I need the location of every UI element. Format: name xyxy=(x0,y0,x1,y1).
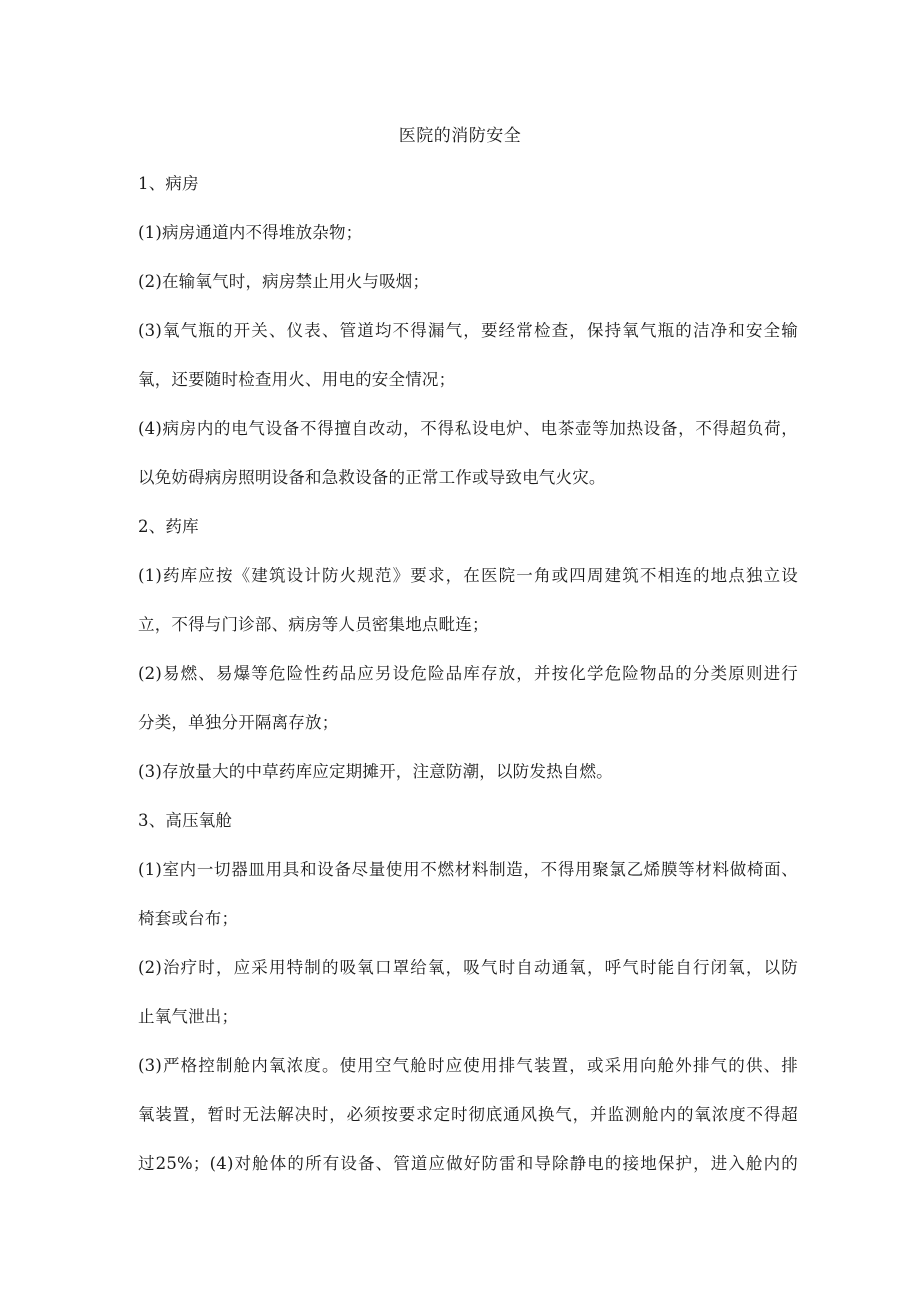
paragraph-line: (2)易燃、易爆等危险性药品应另设危险品库存放，并按化学危险物品的分类原则进行 xyxy=(138,664,798,683)
paragraph-line: (3)氧气瓶的开关、仪表、管道均不得漏气，要经常检查，保持氧气瓶的洁净和安全输 xyxy=(138,321,798,340)
paragraph-line: (3)存放量大的中草药库应定期摊开，注意防潮，以防发热自燃。 xyxy=(138,762,613,781)
paragraph-line: 氧装置，暂时无法解决时，必须按要求定时彻底通风换气，并监测舱内的氧浓度不得超 xyxy=(138,1105,798,1124)
paragraph-line: (2)在输氧气时，病房禁止用火与吸烟； xyxy=(138,272,430,291)
paragraph-line: (4)病房内的电气设备不得擅自改动，不得私设电炉、电茶壶等加热设备，不得超负荷， xyxy=(138,419,798,438)
section-heading-pharmacy: 2、药库 xyxy=(138,517,199,536)
paragraph-line: 氧，还要随时检查用火、用电的安全情况； xyxy=(138,370,456,389)
paragraph-line: 椅套或台布； xyxy=(138,909,239,928)
paragraph-line: 过25%；(4)对舱体的所有设备、管道应做好防雷和导除静电的接地保护，进入舱内的 xyxy=(138,1154,798,1173)
document-body xyxy=(138,170,798,1199)
document-title: 医院的消防安全 xyxy=(398,126,522,146)
paragraph-line: 以免妨碍病房照明设备和急救设备的正常工作或导致电气火灾。 xyxy=(138,468,606,487)
paragraph-line: (1)病房通道内不得堆放杂物； xyxy=(138,223,363,242)
paragraph-line: 立，不得与门诊部、病房等人员密集地点毗连； xyxy=(138,615,489,634)
paragraph-line: 止氧气泄出； xyxy=(138,1007,239,1026)
paragraph-line: (3)严格控制舱内氧浓度。使用空气舱时应使用排气装置，或采用向舱外排气的供、排 xyxy=(138,1056,798,1075)
paragraph-line: (2)治疗时，应采用特制的吸氧口罩给氧，吸气时自动通氧，呼气时能自行闭氧，以防 xyxy=(138,958,798,977)
section-heading-ward: 1、病房 xyxy=(138,174,199,193)
paragraph-line: 分类，单独分开隔离存放； xyxy=(138,713,339,732)
section-heading-hyperbaric-chamber: 3、高压氧舱 xyxy=(138,811,233,830)
paragraph-line: (1)药库应按《建筑设计防火规范》要求，在医院一角或四周建筑不相连的地点独立设 xyxy=(138,566,798,585)
paragraph-line: (1)室内一切器皿用具和设备尽量使用不燃材料制造，不得用聚氯乙烯膜等材料做椅面、 xyxy=(138,860,798,879)
